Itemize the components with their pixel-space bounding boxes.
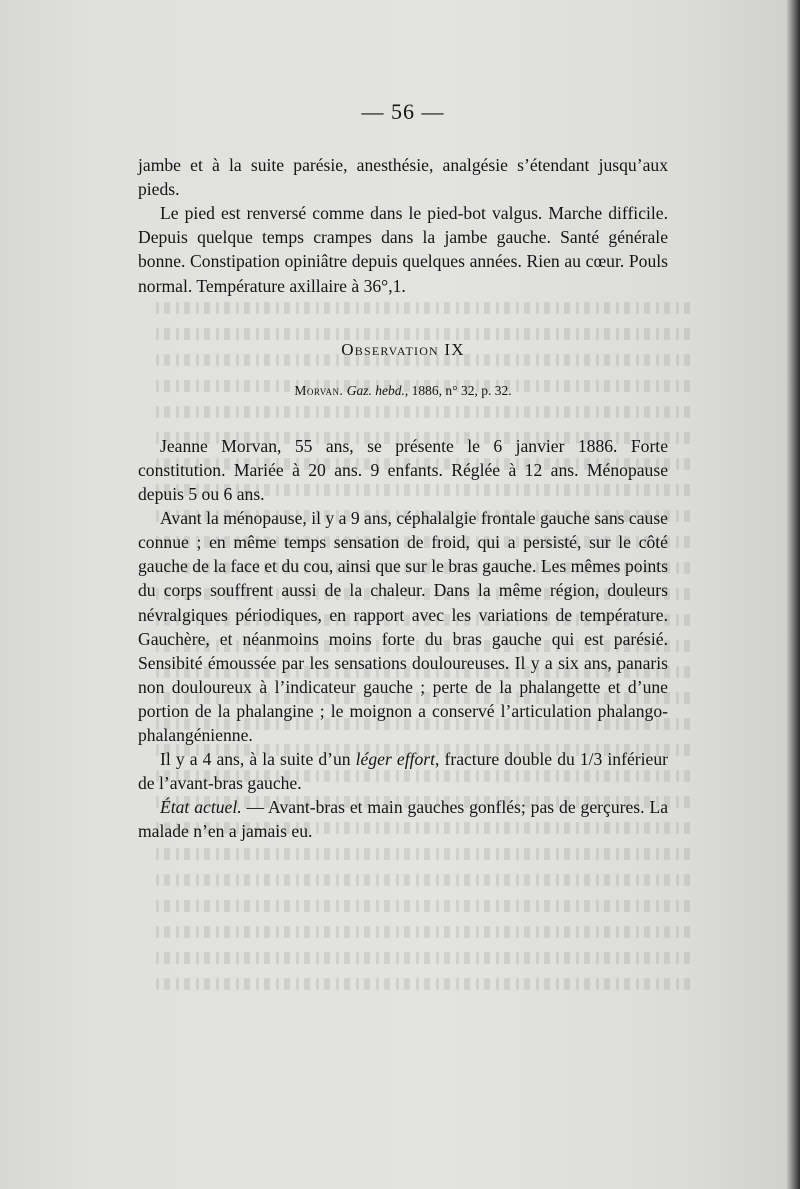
observation-title: Observation IX <box>341 339 465 359</box>
page-number: — 56 — <box>361 99 445 124</box>
citation-journal: Gaz. hebd. <box>346 382 405 398</box>
paragraph-continuation: jambe et à la suite parésie, anesthésie, analgésie s’étendant jusqu’aux pieds. <box>138 155 668 200</box>
emphasis-leger-effort: léger effort <box>355 749 435 770</box>
paragraph-pied: Le pied est renversé comme dans le pied-bot valgus. Marche difficile. Depuis quelque temps crampes dans la jambe gauche. Santé générale bonne. Constipation opiniâtre depuis quelques années. Rien au cœur. Pouls normal. Température axillaire à 36°,1. <box>138 203 668 296</box>
paragraph-etat-actuel: État actuel. — Avant-bras et main gauches gonflés; pas de gerçures. La malade n’en a jamais eu. <box>138 797 668 842</box>
citation-author: Morvan. <box>294 382 344 398</box>
page-edge-shadow <box>786 0 800 1189</box>
etat-actuel-label: État actuel. <box>160 797 242 818</box>
paragraph-patient-intro: Jeanne Morvan, 55 ans, se présente le 6 janvier 1886. Forte constitution. Mariée à 20 ans. 9 enfants. Réglée à 12 ans. Ménopause depuis 5 ou 6 ans. <box>138 435 668 505</box>
paragraph-fracture: Il y a 4 ans, à la suite d’un léger effort, fracture double du 1/3 inférieur de l’avant-bras gauche. <box>138 749 668 794</box>
page-text-block <box>138 100 668 843</box>
observation-citation <box>138 379 668 403</box>
paragraph-history: Avant la ménopause, il y a 9 ans, céphalalgie frontale gauche sans cause connue ; en même temps sensation de froid, qui a persisté, sur le côté gauche de la face et du cou, ainsi que sur le bras gauche. Les mêmes points du corps souffrent aussi de la chaleur. Dans la même région, douleurs névralgiques périodiques, en rapport avec les variations de température. Gauchère, et néanmoins moins forte du bras gauche qui est parésié. Sensibité émoussée par les sensations douloureuses. Il y a six ans, panaris non douloureux à l’indicateur gauche ; perte de la phalangette et d’une portion de la phalangine ; le moignon a conservé l’articulation phalango-phalangénienne. <box>138 508 668 745</box>
citation-details: , 1886, n° 32, p. 32. <box>404 382 512 398</box>
